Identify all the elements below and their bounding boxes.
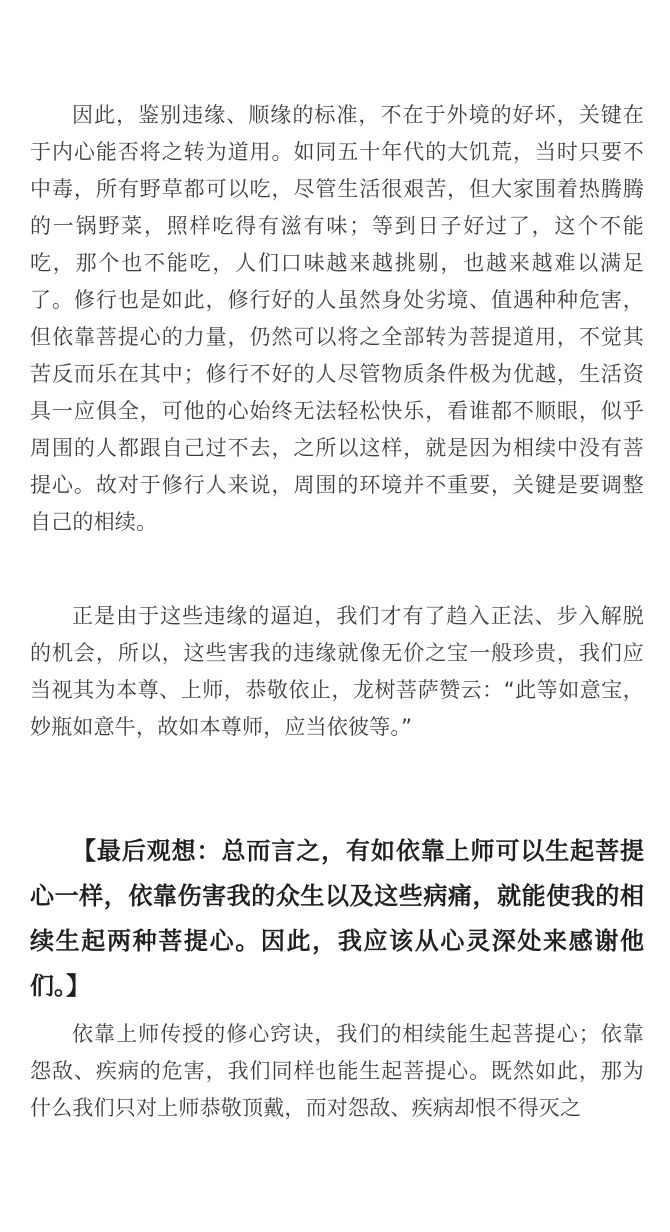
body-paragraph: 因此，鉴别违缘、顺缘的标准，不在于外境的好坏，关键在于内心能否将之转为道用。如同五十年代的大饥荒，当时只要不中毒，所有野草都可以吃，尽管生活很艰苦，但大家围着热腾腾的一锅野菜，照样吃得有滋有味；等到日子好过了，这个不能吃，那个也不能吃，人们口味越来越挑剔，也越来越难以满足了。修行也是如此，修行好的人虽然身处劣境、值遇种种危害，但依靠菩提心的力量，仍然可以将之全部转为菩提道用，不觉其苦反而乐在其中；修行不好的人尽管物质条件极为优越，生活资具一应俱全，可他的心始终无法轻松快乐，看谁都不顺眼，似乎周围的人都跟自己过不去，之所以这样，就是因为相续中没有菩提心。故对于修行人来说，周围的环境并不重要，关键是要调整自己的相续。 [30, 103, 644, 534]
body-paragraph: 正是由于这些违缘的逼迫，我们才有了趋入正法、步入解脱的机会，所以，这些害我的违缘就像无价之宝一般珍贵，我们应当视其为本尊、上师，恭敬依止，龙树菩萨赞云：“此等如意宝，妙瓶如意牛，故如本尊师，应当依彼等。” [30, 604, 644, 739]
bold-contemplation-paragraph: 【最后观想：总而言之，有如依靠上师可以生起菩提心一样，依靠伤害我的众生以及这些病痛，就能使我的相续生起两种菩提心。因此，我应该从心灵深处来感谢他们。】 [30, 836, 644, 1000]
body-paragraph: 依靠上师传授的修心窍诀，我们的相续能生起菩提心；依靠怨敌、疾病的危害，我们同样也能生起菩提心。既然如此，那为什么我们只对上师恭敬顶戴，而对怨敌、疾病却恨不得灭之 [30, 1022, 644, 1120]
